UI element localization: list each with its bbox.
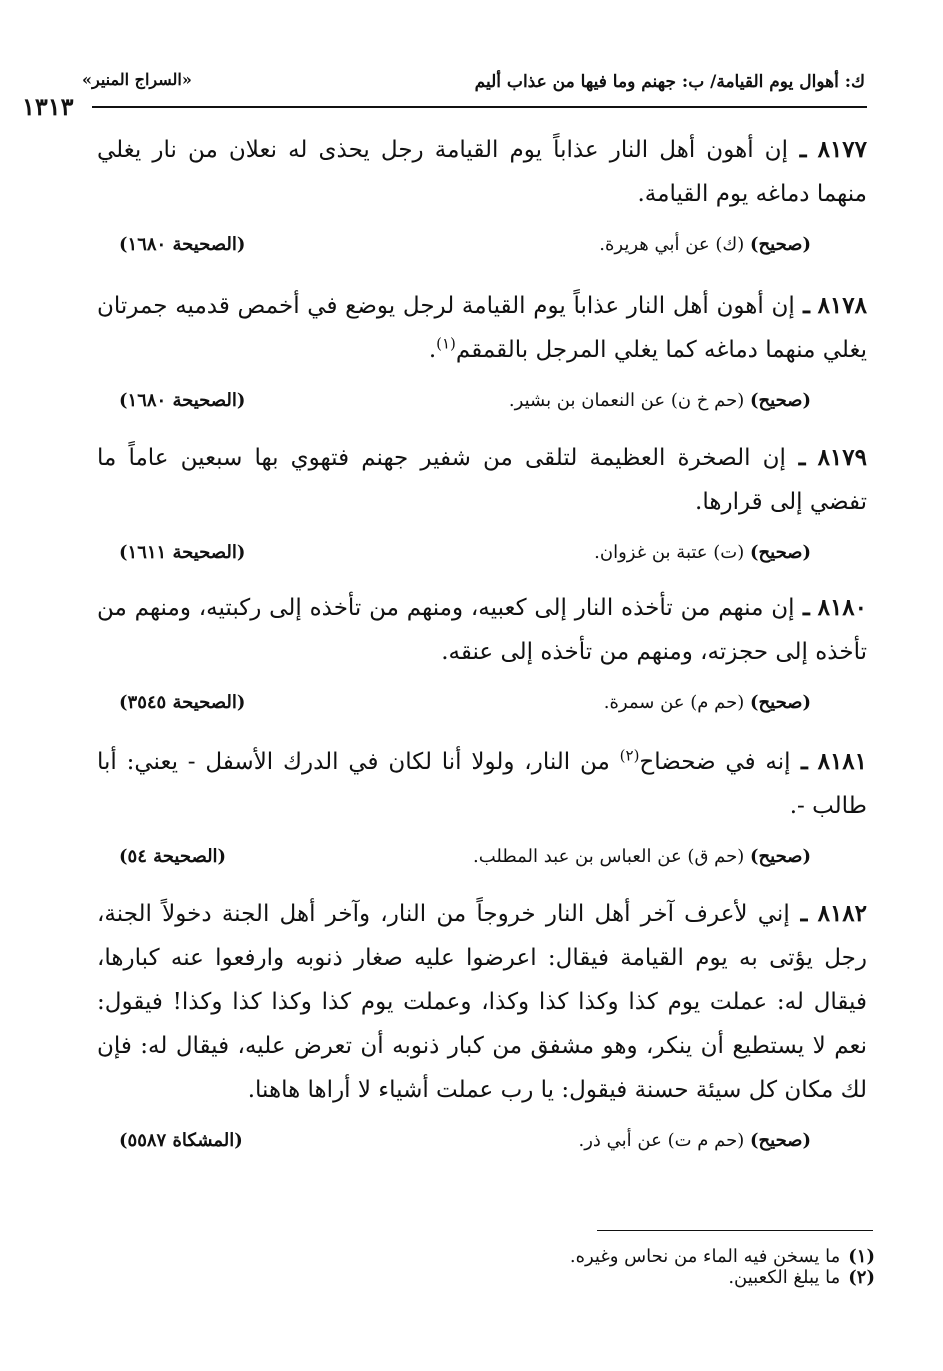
hadith-dash: ـ	[785, 444, 806, 471]
hadith-body: إني لأعرف آخر أهل النار خروجاً من النار، وآخر أهل الجنة دخولاً الجنة، رجل يؤتى به يوم القيامة فيقال: اعرضوا عليه صغار ذنوبه وارفعوا عنه كبارها، فيقال له: عملت يوم كذا وكذا كذا وكذا، وعملت يوم كذا وكذا كذا وكذا! فيقول: نعم لا يستطيع أن ينكر، وهو مشفق من كبار ذنوبه أن تعرض عليه، فيقال له: فإن لك مكان كل سيئة حسنة فيقول: يا رب عملت أشياء لا أراها هاهنا.	[97, 901, 867, 1103]
hadith-narrator: (حم م) عن سمرة.	[603, 692, 745, 713]
hadith-entry	[97, 740, 867, 886]
hadith-source	[599, 234, 811, 255]
hadith-text	[97, 284, 867, 372]
hadith-source	[509, 390, 811, 411]
hadith-source-line	[97, 1130, 867, 1170]
hadith-dash: ـ	[790, 748, 808, 775]
hadith-body-end: .	[428, 337, 437, 363]
page-number: ١٣١٣	[22, 92, 74, 121]
hadith-source	[579, 1130, 811, 1151]
footnote-marker: (١)	[436, 334, 456, 353]
hadith-source-line	[97, 542, 867, 582]
hadith-entry	[97, 128, 867, 274]
hadith-source-line	[97, 390, 867, 430]
hadith-entry	[97, 586, 867, 732]
book-title: «السراج المنير»	[82, 70, 192, 89]
hadith-narrator: (حم ق) عن العباس بن عبد المطلب.	[472, 846, 745, 867]
hadith-dash: ـ	[794, 594, 810, 621]
hadith-reference: (الصحيحة ٣٥٤٥)	[119, 692, 246, 713]
hadith-grade: (صحيح)	[750, 846, 811, 867]
footnote	[570, 1267, 875, 1288]
hadith-entry	[97, 284, 867, 430]
chapter-header: ك: أهوال يوم القيامة/ ب: جهنم وما فيها من عذاب أليم	[474, 72, 865, 92]
footnote-rule	[597, 1230, 873, 1231]
hadith-number: ٨١٨١	[817, 748, 868, 775]
hadith-grade: (صحيح)	[750, 1130, 811, 1151]
hadith-dash: ـ	[789, 900, 808, 927]
hadith-reference: (الصحيحة ٥٤)	[119, 846, 227, 867]
hadith-source-line	[97, 692, 867, 732]
hadith-reference: (الصحيحة ١٦٨٠)	[119, 390, 246, 411]
footnote-number: (٢)	[848, 1267, 875, 1288]
hadith-grade: (صحيح)	[750, 390, 811, 411]
hadith-number: ٨١٨٢	[817, 900, 868, 927]
hadith-source	[604, 692, 811, 713]
hadith-dash: ـ	[794, 292, 810, 319]
hadith-text	[97, 740, 867, 828]
hadith-narrator: (حم م ت) عن أبي ذر.	[578, 1130, 745, 1151]
hadith-narrator: (ت) عتبة بن غزوان.	[594, 542, 745, 563]
hadith-body-end: من النار، ولولا أنا لكان في الدرك الأسفل - يعني: أبا طالب -.	[97, 749, 867, 819]
hadith-body: إن أهون أهل النار عذاباً يوم القيامة لرجل يوضع في أخمص قدميه جمرتان يغلي منهما دماغه كما يغلي المرجل بالقمقم	[97, 293, 867, 363]
hadith-body: إن أهون أهل النار عذاباً يوم القيامة رجل يحذى له نعلان من نار يغلي منهما دماغه يوم القيامة.	[97, 137, 867, 207]
footnote-text: ما يبلغ الكعبين.	[728, 1267, 841, 1288]
hadith-grade: (صحيح)	[750, 542, 811, 563]
hadith-text	[97, 586, 867, 674]
hadith-grade: (صحيح)	[750, 692, 811, 713]
hadith-number: ٨١٧٨	[817, 292, 867, 319]
footnote-text: ما يسخن فيه الماء من نحاس وغيره.	[569, 1246, 841, 1267]
hadith-grade: (صحيح)	[750, 234, 811, 255]
hadith-source	[594, 542, 811, 563]
hadith-text	[97, 128, 867, 216]
hadith-source	[473, 846, 811, 867]
hadith-narrator: (ك) عن أبي هريرة.	[599, 234, 745, 255]
hadith-dash: ـ	[787, 136, 807, 163]
hadith-entry	[97, 436, 867, 582]
footnotes	[570, 1246, 875, 1288]
hadith-text	[97, 892, 867, 1112]
hadith-reference: (المشكاة ٥٥٨٧)	[119, 1130, 243, 1151]
hadith-source-line	[97, 846, 867, 886]
footnote-marker: (٢)	[619, 746, 640, 765]
hadith-narrator: (حم خ ن) عن النعمان بن بشير.	[508, 390, 745, 411]
footnote	[570, 1246, 875, 1267]
hadith-number: ٨١٧٩	[817, 444, 867, 471]
hadith-body: إن منهم من تأخذه النار إلى كعبيه، ومنهم من تأخذه إلى ركبتيه، ومنهم من تأخذه إلى حجزته، ومنهم من تأخذه إلى عنقه.	[97, 595, 867, 665]
footnote-number: (١)	[848, 1246, 875, 1267]
hadith-reference: (الصحيحة ١٦٨٠)	[119, 234, 246, 255]
hadith-source-line	[97, 234, 867, 274]
hadith-number: ٨١٨٠	[817, 594, 868, 621]
hadith-text	[97, 436, 867, 524]
header-rule	[92, 106, 867, 108]
hadith-body: إن الصخرة العظيمة لتلقى من شفير جهنم فتهوي بها سبعين عاماً ما تفضي إلى قرارها.	[97, 445, 867, 515]
hadith-number: ٨١٧٧	[817, 136, 868, 163]
hadith-body: إنه في ضحضاح	[639, 749, 791, 775]
hadith-entry	[97, 892, 867, 1170]
hadith-reference: (الصحيحة ١٦١١)	[119, 542, 246, 563]
